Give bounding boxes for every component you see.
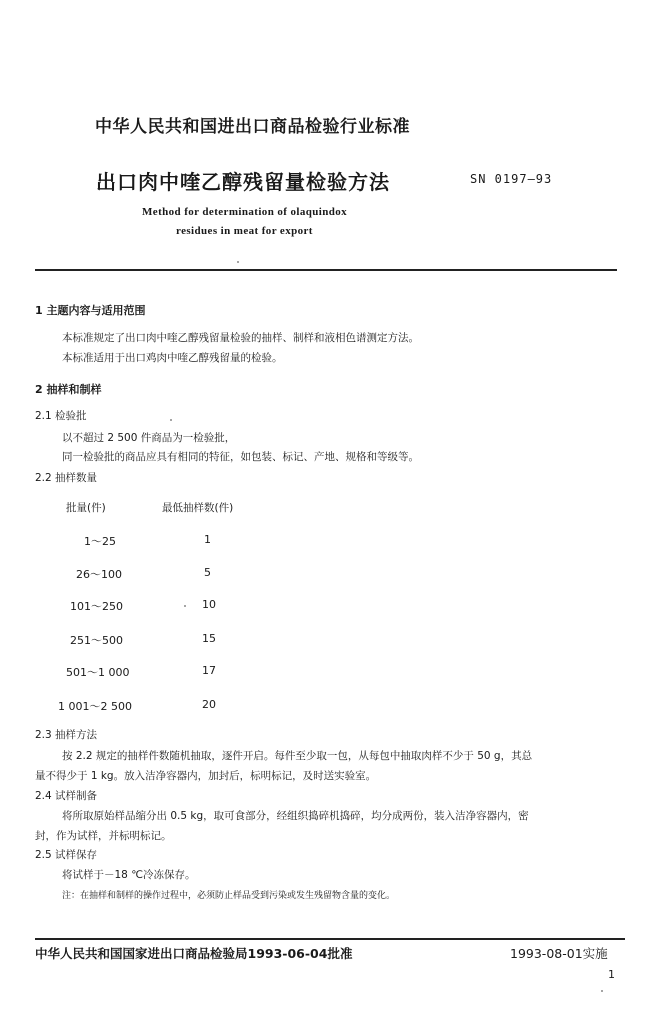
section-1-paragraph-2: 本标准适用于出口鸡肉中喹乙醇残留量的检验。 bbox=[62, 352, 283, 364]
section-2-heading: 2 抽样和制样 bbox=[35, 383, 102, 396]
table-cell-lot: 101～250 bbox=[70, 600, 123, 613]
section-1-paragraph-1: 本标准规定了出口肉中喹乙醇残留量检验的抽样、制样和液相色谱测定方法。 bbox=[62, 332, 419, 344]
section-2-1-line-2: 同一检验批的商品应具有相同的特征，如包装、标记、产地、规格和等级等。 bbox=[62, 451, 419, 463]
section-2-1-heading: 2.1 检验批 bbox=[35, 410, 87, 422]
section-2-5-heading: 2.5 试样保存 bbox=[35, 849, 98, 861]
section-2-1-line-1: 以不超过 2 500 件商品为一检验批， bbox=[62, 432, 236, 444]
table-cell-samples: 10 bbox=[202, 598, 216, 611]
footer-rule bbox=[35, 938, 625, 940]
table-cell-lot: 1 001～2 500 bbox=[58, 700, 132, 713]
standard-number: SN 0197—93 bbox=[470, 172, 553, 186]
english-title-line-2: residues in meat for export bbox=[176, 225, 313, 237]
english-title-line-1: Method for determination of olaquindox bbox=[142, 206, 348, 218]
effective-date: 1993-08-01实施 bbox=[510, 946, 608, 961]
section-2-3-heading: 2.3 抽样方法 bbox=[35, 729, 98, 741]
table-cell-lot: 501～1 000 bbox=[66, 666, 130, 679]
scan-speck bbox=[601, 990, 603, 992]
note-text: 注：在抽样和制样的操作过程中，必须防止样品受到污染或发生残留物含量的变化。 bbox=[62, 891, 396, 901]
table-header-min-samples: 最低抽样数(件) bbox=[162, 502, 234, 514]
table-cell-samples: 5 bbox=[204, 566, 211, 579]
section-2-3-line-1: 按 2.2 规定的抽样件数随机抽取，逐件开启。每件至少取一包，从每包中抽取肉样不少于 50 g，其总 bbox=[62, 750, 533, 762]
section-2-4-heading: 2.4 试样制备 bbox=[35, 790, 98, 802]
approval-line: 中华人民共和国国家进出口商品检验局1993-06-04批准 bbox=[35, 946, 353, 961]
table-cell-lot: 1～25 bbox=[84, 535, 116, 548]
table-cell-samples: 15 bbox=[202, 632, 216, 645]
section-2-4-line-2: 封，作为试样，并标明标记。 bbox=[35, 830, 172, 842]
scan-speck bbox=[237, 261, 239, 263]
section-2-4-line-1: 将所取原始样品缩分出 0.5 kg，取可食部分，经组织捣碎机捣碎，均分成两份，装入洁净容器内，密 bbox=[62, 810, 529, 822]
document-title: 出口肉中喹乙醇残留量检验方法 bbox=[96, 170, 390, 194]
header-rule bbox=[35, 269, 617, 271]
table-cell-samples: 20 bbox=[202, 698, 216, 711]
section-2-3-line-2: 量不得少于 1 kg。放入洁净容器内，加封后，标明标记，及时送实验室。 bbox=[35, 770, 377, 782]
scan-speck bbox=[184, 605, 186, 607]
table-cell-lot: 251～500 bbox=[70, 634, 123, 647]
table-cell-lot: 26～100 bbox=[76, 568, 122, 581]
standard-category-heading: 中华人民共和国进出口商品检验行业标准 bbox=[95, 117, 410, 137]
page-number: 1 bbox=[608, 968, 615, 981]
section-2-5-line-1: 将试样于－18 ℃冷冻保存。 bbox=[62, 869, 196, 881]
scan-speck bbox=[170, 419, 172, 421]
table-header-lot-size: 批量(件) bbox=[66, 502, 106, 514]
section-1-heading: 1 主题内容与适用范围 bbox=[35, 304, 146, 317]
table-cell-samples: 1 bbox=[204, 533, 211, 546]
table-cell-samples: 17 bbox=[202, 664, 216, 677]
section-2-2-heading: 2.2 抽样数量 bbox=[35, 472, 98, 484]
